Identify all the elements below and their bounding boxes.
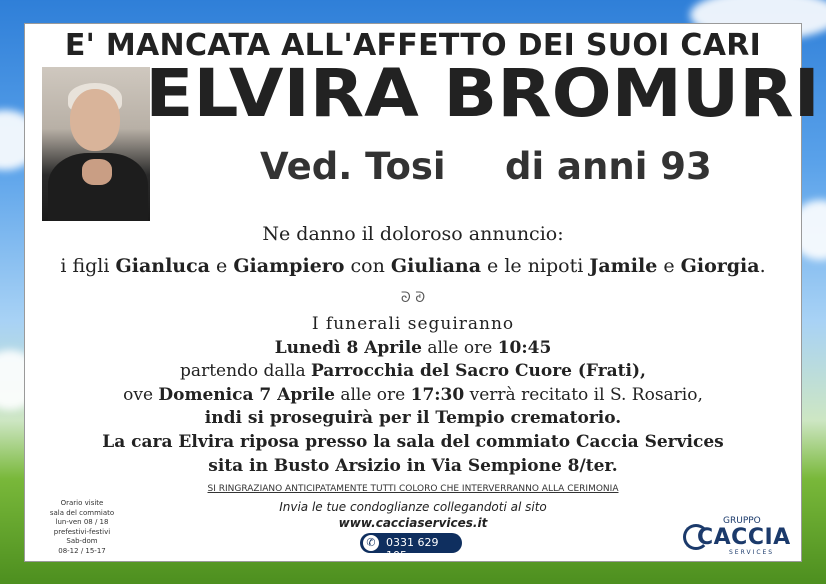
family-name: Giorgia bbox=[680, 255, 760, 277]
funeral-text: verrà recitato il S. Rosario, bbox=[464, 385, 703, 405]
family-line bbox=[25, 255, 801, 277]
funeral-date-bold: Lunedì 8 Aprile bbox=[274, 338, 422, 358]
hours-line: lun-ven 08 / 18 bbox=[55, 518, 109, 527]
family-name: Gianluca bbox=[115, 255, 210, 277]
family-name: Jamile bbox=[589, 255, 658, 277]
rosary-time: 17:30 bbox=[410, 385, 465, 405]
funeral-intro: I funerali seguiranno bbox=[311, 314, 515, 334]
funeral-time: 10:45 bbox=[497, 338, 552, 358]
rest-line-2: sita in Busto Arsizio in Via Sempione 8/ter. bbox=[208, 456, 618, 476]
logo-gruppo: GRUPPO bbox=[723, 516, 761, 526]
age-label: di anni 93 bbox=[505, 145, 712, 188]
logo-caccia: CACCIA bbox=[697, 525, 791, 550]
family-text: e le nipoti bbox=[481, 255, 590, 277]
hours-line: 08-12 / 15-17 bbox=[58, 546, 106, 555]
phone-number: 0331 629 105 bbox=[386, 536, 439, 562]
photo-hands bbox=[82, 159, 112, 185]
condolences-text: Invia le tue condoglianze collegandoti al sito bbox=[279, 500, 547, 514]
hours-line: Sab-dom bbox=[66, 537, 98, 546]
family-text: e bbox=[210, 255, 234, 277]
phone-icon: ✆ bbox=[363, 535, 379, 551]
rest-line-1: La cara Elvira riposa presso la sala del commiato Caccia Services bbox=[102, 432, 724, 452]
caccia-logo bbox=[683, 516, 791, 556]
funeral-from bbox=[25, 361, 801, 381]
obituary-card bbox=[24, 23, 820, 562]
family-name: Giuliana bbox=[390, 255, 482, 277]
phone-badge[interactable] bbox=[360, 533, 462, 562]
deceased-name: ELVIRA BROMURI bbox=[145, 55, 820, 132]
family-text: i figli bbox=[60, 255, 116, 277]
family-text: e bbox=[657, 255, 681, 277]
ornament-icon: ᘐ ᘑ bbox=[400, 290, 426, 306]
funeral-church: Parrocchia del Sacro Cuore (Frati), bbox=[310, 361, 646, 381]
rosary-line bbox=[25, 385, 801, 405]
logo-services: SERVICES bbox=[729, 549, 775, 556]
hours-line: prefestivi-festivi bbox=[53, 527, 111, 536]
hours-line: Orario visite bbox=[60, 499, 104, 507]
rosary-date: Domenica 7 Aprile bbox=[158, 385, 335, 405]
thanks-note: SI RINGRAZIANO ANTICIPATAMENTE TUTTI COLORO CHE INTERVERRANNO ALLA CERIMONIA bbox=[207, 484, 619, 494]
cremation-line: indi si proseguirà per il Tempio crematorio. bbox=[204, 408, 622, 428]
funeral-text: alle ore bbox=[421, 338, 498, 358]
announcement: Ne danno il doloroso annuncio: bbox=[262, 223, 564, 245]
deceased-photo bbox=[42, 67, 150, 221]
widow-label: Ved. Tosi bbox=[260, 145, 446, 188]
funeral-date bbox=[25, 338, 801, 358]
hours-line: sala del commiato bbox=[49, 508, 115, 517]
family-text: con bbox=[344, 255, 391, 277]
funeral-text: partendo dalla bbox=[180, 361, 311, 381]
photo-face bbox=[70, 89, 120, 151]
visiting-hours bbox=[47, 499, 117, 557]
family-name: Giampiero bbox=[233, 255, 345, 277]
funeral-text: ove bbox=[123, 385, 159, 405]
headline: E' MANCATA ALL'AFFETTO DEI SUOI CARI bbox=[64, 28, 762, 63]
website-link[interactable]: www.cacciaservices.it bbox=[338, 516, 488, 530]
family-text: . bbox=[759, 255, 766, 277]
funeral-text: alle ore bbox=[334, 385, 411, 405]
